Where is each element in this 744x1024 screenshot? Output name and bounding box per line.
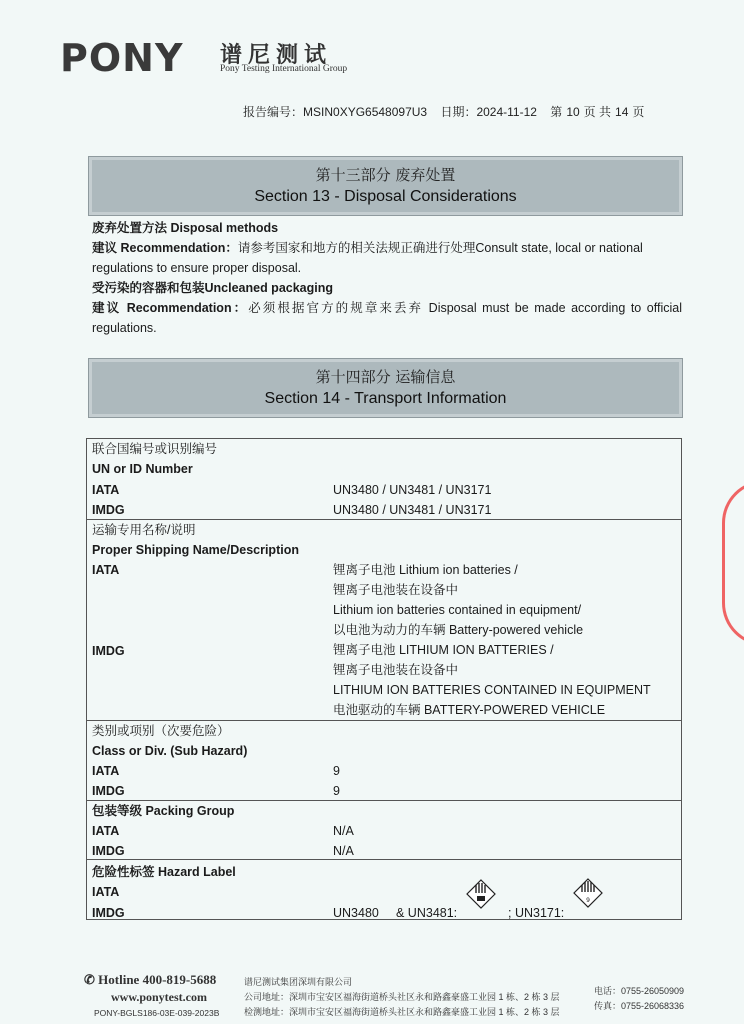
- hazard-un3171: ; UN3171:: [508, 906, 565, 920]
- psn-imdg-line: LITHIUM ION BATTERIES CONTAINED IN EQUIPMENT: [333, 683, 651, 697]
- company-name: 谱尼测试集团深圳有限公司: [244, 977, 353, 987]
- class-iata-label: IATA: [92, 764, 120, 778]
- hotline: ✆ Hotline 400-819-5688: [84, 972, 217, 987]
- psn-iata-line: Lithium ion batteries contained in equipment/: [333, 603, 582, 617]
- row-divider: [87, 859, 681, 860]
- official-seal-stamp: [722, 480, 744, 646]
- company-address: 公司地址：深圳市宝安区福海街道桥头社区永和路鑫豪盛工业园 1 栋、2 栋 3 层: [244, 992, 560, 1002]
- disposal-methods-heading: 废弃处置方法 Disposal methods: [92, 221, 279, 235]
- hazard-un3480: UN3480: [333, 906, 379, 920]
- hazard-iata-label: IATA: [92, 885, 120, 899]
- un-imdg-value: UN3480 / UN3481 / UN3171: [333, 503, 492, 517]
- document-code: PONY-BGLS186-03E-039-2023B: [94, 1008, 220, 1018]
- phone-icon: ✆: [84, 972, 95, 987]
- fax: 传真：0755-26068336: [594, 1001, 685, 1011]
- page-number: 10: [566, 105, 580, 119]
- test-address: 检测地址：深圳市宝安区福海街道桥头社区永和路鑫豪盛工业园 1 栋、2 栋 3 层: [244, 1007, 560, 1017]
- disposal-content: [92, 218, 682, 338]
- class-imdg-label: IMDG: [92, 784, 125, 798]
- un-iata-value: UN3480 / UN3481 / UN3171: [333, 483, 492, 497]
- un-iata-label: IATA: [92, 483, 120, 497]
- hazard-imdg-label: IMDG: [92, 906, 125, 920]
- un-heading-cn: 联合国编号或识别编号: [92, 442, 218, 456]
- section-13-banner: [88, 156, 683, 216]
- report-info: 报告编号：MSIN0XYG6548097U3 日期：2024-11-12 第 10 页 共 14 页: [243, 105, 645, 119]
- page-total: 14: [615, 105, 629, 119]
- class-imdg-value: 9: [333, 784, 340, 798]
- psn-imdg-line: 锂离子电池 LITHIUM ION BATTERIES /: [333, 643, 554, 657]
- packing-iata-value: N/A: [333, 824, 354, 838]
- section-14-title-en: Section 14 - Transport Information: [264, 390, 507, 407]
- report-number: MSIN0XYG6548097U3: [303, 105, 428, 119]
- psn-imdg-line: 锂离子电池装在设备中: [333, 663, 459, 677]
- psn-heading-cn: 运输专用名称/说明: [92, 523, 196, 537]
- brand-name-en: Pony Testing International Group: [220, 64, 348, 74]
- uncleaned-packaging-heading: 受污染的容器和包装Uncleaned packaging: [92, 281, 334, 295]
- website: www.ponytest.com: [111, 990, 207, 1004]
- section-14-banner: [88, 358, 683, 418]
- class-iata-value: 9: [333, 764, 340, 778]
- psn-iata-line: 锂离子电池 Lithium ion batteries /: [333, 563, 518, 577]
- section-13-title-en: Section 13 - Disposal Considerations: [254, 188, 517, 205]
- brand-name-cn: 谱尼测试: [220, 42, 333, 67]
- telephone: 电话：0755-26050909: [594, 986, 685, 996]
- psn-iata-label: IATA: [92, 563, 120, 577]
- recommendation-1: 建议 Recommendation：请参考国家和地方的相关法规正确进行处理Consult state, local or national regulations to ensure proper disposal.: [92, 241, 643, 275]
- report-date: 2024-11-12: [476, 105, 537, 119]
- class-heading-en: Class or Div. (Sub Hazard): [92, 744, 248, 758]
- packing-imdg-value: N/A: [333, 844, 354, 858]
- psn-iata-line: 以电池为动力的车辆 Battery-powered vehicle: [333, 623, 584, 637]
- un-imdg-label: IMDG: [92, 503, 125, 517]
- class-9-lithium-battery-label-icon: [466, 879, 496, 909]
- company-logo: PONY: [60, 36, 184, 80]
- class-heading-cn: 类别或项别（次要危险）: [92, 724, 230, 738]
- section-14-title-cn: 第十四部分 运输信息: [315, 368, 456, 386]
- class-9-hazard-label-icon: [573, 878, 603, 908]
- psn-heading-en: Proper Shipping Name/Description: [92, 543, 299, 557]
- svg-text:9: 9: [586, 897, 590, 904]
- psn-iata-line: 锂离子电池装在设备中: [333, 583, 459, 597]
- hazard-label-heading: 危险性标签 Hazard Label: [92, 865, 236, 879]
- un-heading-en: UN or ID Number: [92, 462, 193, 476]
- packing-iata-label: IATA: [92, 824, 120, 838]
- recommendation-2: 建议 Recommendation：必须根据官方的规章来丢弃 Disposal must be made according to official regulations.: [92, 301, 682, 335]
- packing-imdg-label: IMDG: [92, 844, 125, 858]
- section-13-title-cn: 第十三部分 废弃处置: [315, 166, 456, 184]
- hazard-un3481: & UN3481:: [396, 906, 458, 920]
- packing-heading: 包装等级 Packing Group: [92, 804, 235, 818]
- psn-imdg-line: 电池驱动的车辆 BATTERY-POWERED VEHICLE: [333, 703, 606, 717]
- psn-imdg-label: IMDG: [92, 644, 125, 658]
